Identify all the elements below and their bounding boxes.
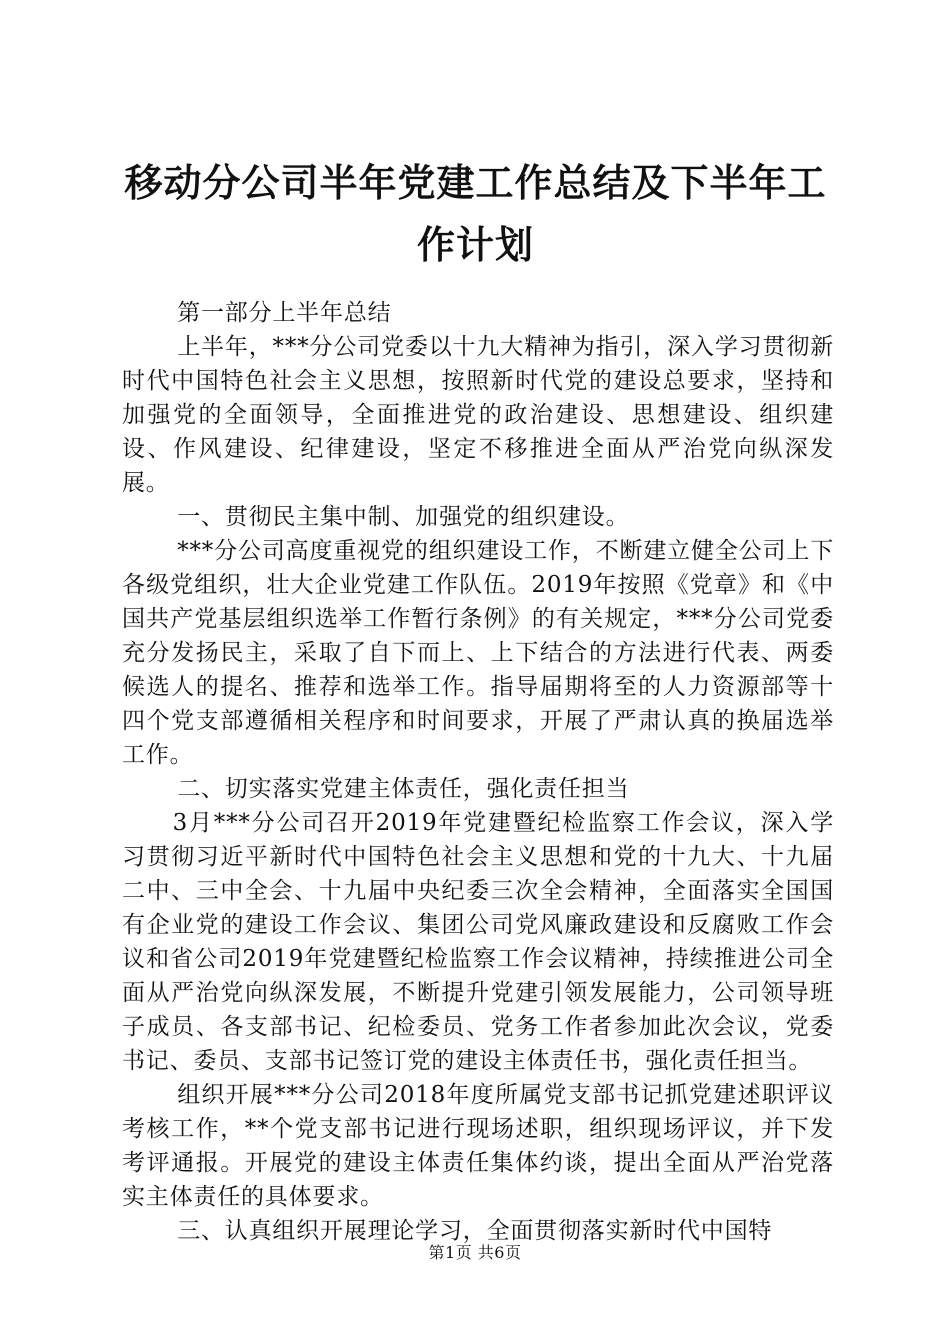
section-heading: 三、认真组织开展理论学习，全面贯彻落实新时代中国特 (177, 1218, 773, 1244)
section-heading: 一、贯彻民主集中制、加强党的组织建设。 (177, 504, 630, 530)
paragraph: ***分公司高度重视党的组织建设工作，不断建立健全公司上下各级党组织，壮大企业党建工作队伍。2019年按照《党章》和《中国共产党基层组织选举工作暂行条例》的有关规定，***分公司党委充分发扬民主，采取了自下而上、上下结合的方法进行代表、两委候选人的提名、推荐和选举工作。指导届期将至的人力资源部等十四个党支部遵循相关程序和时间要求，开展了严肃认真的换届选举工作。 (122, 538, 834, 768)
paragraph: 3月***分公司召开2019年党建暨纪检监察工作会议，深入学习贯彻习近平新时代中国特色社会主义思想和党的十九大、十九届二中、三中全会、十九届中央纪委三次全会精神，全面落实全国国有企业党的建设工作会议、集团公司党风廉政建设和反腐败工作会议和省公司2019年党建暨纪检监察工作会议精神，持续推进公司全面从严治党向纵深发展，不断提升党建引领发展能力，公司领导班子成员、各支部书记、纪检委员、党务工作者参加此次会议，党委书记、委员、支部书记签订党的建设主体责任书，强化责任担当。 (122, 810, 834, 1074)
section-heading: 第一部分上半年总结 (177, 300, 392, 326)
paragraph: 上半年，***分公司党委以十九大精神为指引，深入学习贯彻新时代中国特色社会主义思想，按照新时代党的建设总要求，坚持和加强党的全面领导，全面推进党的政治建设、思想建设、组织建设、作风建设、纪律建设，坚定不移推进全面从严治党向纵深发展。 (122, 334, 834, 496)
page-footer: 第1页 共6页 (428, 1243, 522, 1262)
document-title: 移动分公司半年党建工作总结及下半年工作计划 (124, 161, 827, 267)
section-heading: 二、切实落实党建主体责任，强化责任担当 (177, 776, 630, 802)
document-body (122, 296, 834, 1248)
paragraph: 组织开展***分公司2018年度所属党支部书记抓党建述职评议考核工作，**个党支部书记进行现场述职，组织现场评议，并下发考评通报。开展党的建设主体责任集体约谈，提出全面从严治党落实主体责任的具体要求。 (122, 1082, 834, 1210)
